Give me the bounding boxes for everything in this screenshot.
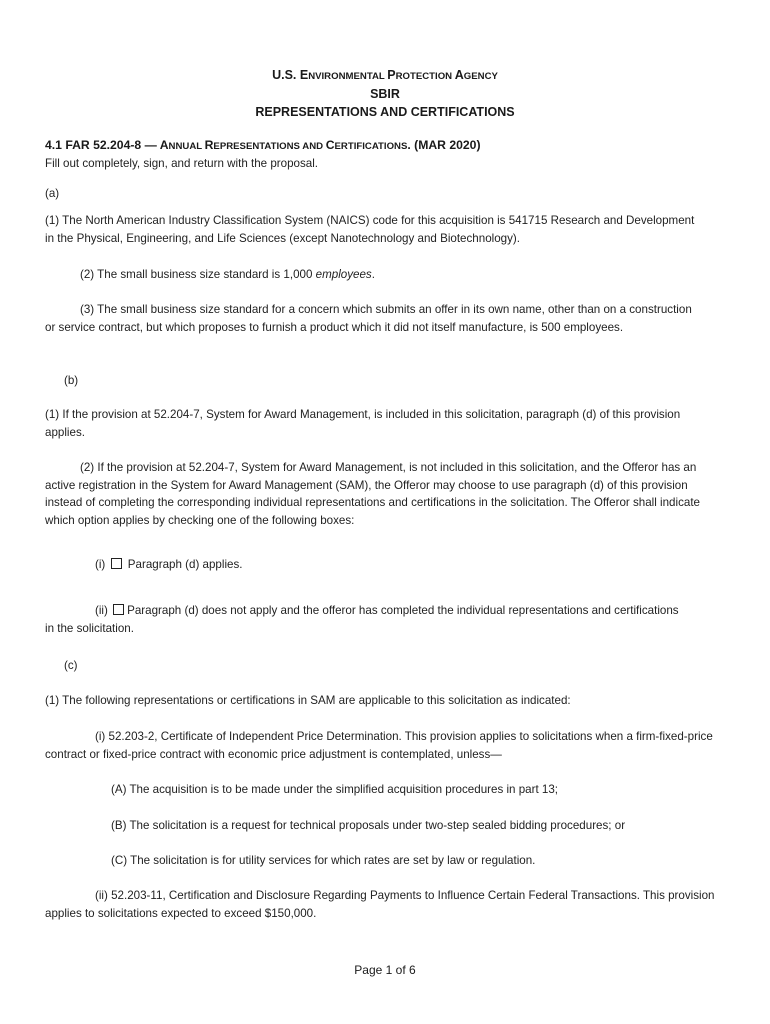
page-number: Page 1 of 6 bbox=[354, 963, 416, 977]
part-a-label: (a) bbox=[45, 187, 60, 200]
option-ii: (ii) Paragraph (d) does not apply and the offeror has completed the individual representations and certifications in the solicitation. bbox=[45, 604, 679, 635]
part-b-item-2: (2) If the provision at 52.204-7, System for Award Management, is not included in this solicitation, and the Offeror has an active registration in the System for Award Management (SAM), the Offeror may choose to use paragraph (d) of this provision instead of completing the corresponding individual representations and certifications in the solicitation. The Offeror shall indicate which option applies by checking one of the following boxes: bbox=[45, 461, 700, 527]
program-name: SBIR bbox=[370, 87, 400, 101]
part-a-item-2: (2) The small business size standard is 1,000 employees. bbox=[80, 268, 375, 281]
part-b-label: (b) bbox=[64, 374, 79, 387]
agency-name: U.S. ENVIRONMENTAL PROTECTION AGENCY bbox=[272, 68, 498, 82]
option-i: (i) Paragraph (d) applies. bbox=[95, 558, 243, 571]
document-title: REPRESENTATIONS AND CERTIFICATIONS bbox=[255, 105, 515, 119]
part-a-item-3: (3) The small business size standard for a concern which submits an offer in its own name, other than on a construction or service contract, but which proposes to furnish a product which it did not itself manufacture, is 500 employees. bbox=[45, 303, 692, 334]
size-standard-unit: employees bbox=[315, 268, 372, 281]
part-b-item-1: (1) If the provision at 52.204-7, System for Award Management, is included in this solicitation, paragraph (d) of this provision applies. bbox=[45, 408, 681, 439]
section-heading: 4.1 FAR 52.204-8 — ANNUAL REPRESENTATIONS AND CERTIFICATIONS. (MAR 2020) bbox=[45, 138, 481, 152]
part-c-sub-c: (C) The solicitation is for utility services for which rates are set by law or regulation. bbox=[111, 854, 536, 867]
part-c-sub-b: (B) The solicitation is a request for technical proposals under two-step sealed bidding procedures; or bbox=[111, 819, 626, 832]
part-a-item-1: (1) The North American Industry Classification System (NAICS) code for this acquisition is 541715 Research and Development in the Physical, Engineering, and Life Sciences (except Nanotechnology and Biotechnology). bbox=[45, 214, 695, 245]
option-i-checkbox[interactable] bbox=[111, 558, 122, 569]
part-c-label: (c) bbox=[64, 659, 78, 672]
instruction-text: Fill out completely, sign, and return with the proposal. bbox=[45, 157, 319, 170]
option-ii-checkbox[interactable] bbox=[113, 604, 124, 615]
part-c-sub-i: (i) 52.203-2, Certificate of Independent Price Determination. This provision applies to solicitations when a firm-fixed-price contract or fixed-price contract with economic price adjustment is contemplated, unless— bbox=[45, 730, 713, 761]
part-c-sub-ii: (ii) 52.203-11, Certification and Disclosure Regarding Payments to Influence Certain Federal Transactions. This provision applies to solicitations expected to exceed $150,000. bbox=[45, 889, 715, 920]
part-c-sub-a: (A) The acquisition is to be made under the simplified acquisition procedures in part 13; bbox=[111, 783, 559, 796]
part-c-item-1: (1) The following representations or certifications in SAM are applicable to this solicitation as indicated: bbox=[45, 694, 571, 707]
